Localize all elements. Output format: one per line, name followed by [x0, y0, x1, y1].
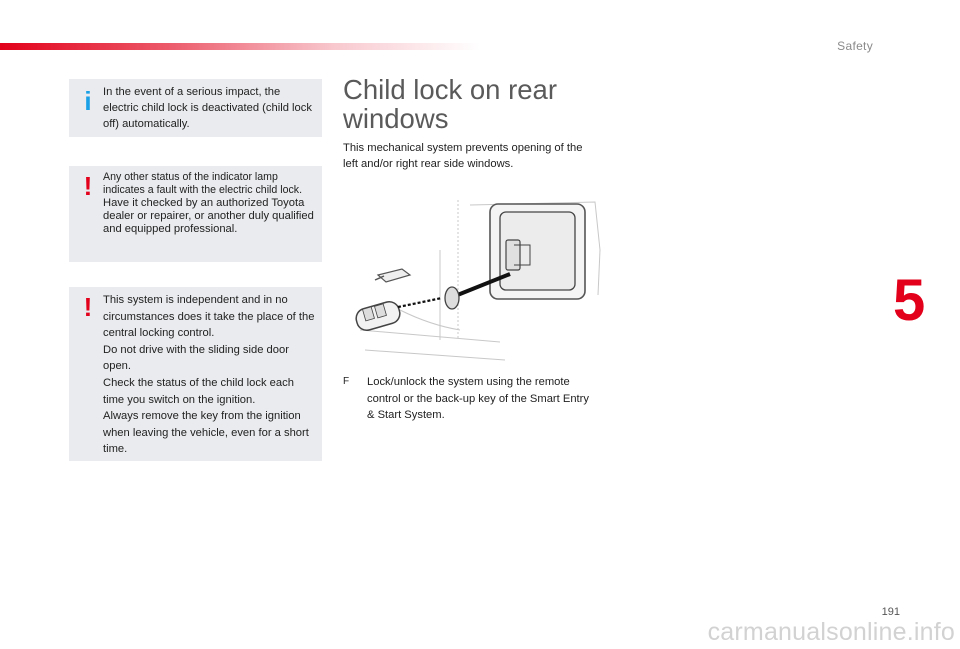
- intro-text: This mechanical system prevents opening of the left and/or right rear side windows.: [343, 142, 583, 170]
- page-number: 191: [881, 606, 900, 618]
- watermark: carmanualsonline.info: [707, 618, 955, 646]
- info-text: In the event of a serious impact, the electric child lock is deactivated (child lock off) automatically.: [103, 86, 312, 130]
- warning-box-fault: [69, 166, 322, 262]
- chapter-number: 5: [893, 268, 926, 333]
- warning-fault-text: Any other status of the indicator lamp indicates a fault with the electric child lock.: [103, 171, 303, 196]
- bullet-marker: F: [343, 376, 350, 387]
- instruction-bullet: [343, 374, 593, 424]
- header-accent-bar: [0, 43, 480, 50]
- info-icon: i: [84, 86, 92, 116]
- warning-paragraph: Always remove the key from the ignition when leaving the vehicle, even for a short time.: [103, 410, 309, 456]
- warning-box-system: [69, 287, 322, 461]
- bullet-text: Lock/unlock the system using the remote control or the back-up key of the Smart Entry & Start System.: [367, 376, 589, 421]
- info-box: [69, 79, 322, 137]
- child-lock-illustration: [340, 190, 610, 365]
- warning-dealer-text: Have it checked by an authorized Toyota dealer or repairer, or another duly qualified and equipped professional.: [103, 197, 314, 235]
- warning-icon: !: [83, 292, 93, 322]
- warning-paragraph: Do not drive with the sliding side door open.: [103, 343, 289, 373]
- warning-paragraph: Check the status of the child lock each time you switch on the ignition.: [103, 376, 294, 406]
- section-title: Safety: [837, 39, 873, 53]
- warning-paragraph: This system is independent and in no circumstances does it take the place of the central locking control.: [103, 294, 315, 340]
- warning-icon: !: [83, 171, 93, 201]
- page-heading: Child lock on rear windows: [343, 74, 557, 134]
